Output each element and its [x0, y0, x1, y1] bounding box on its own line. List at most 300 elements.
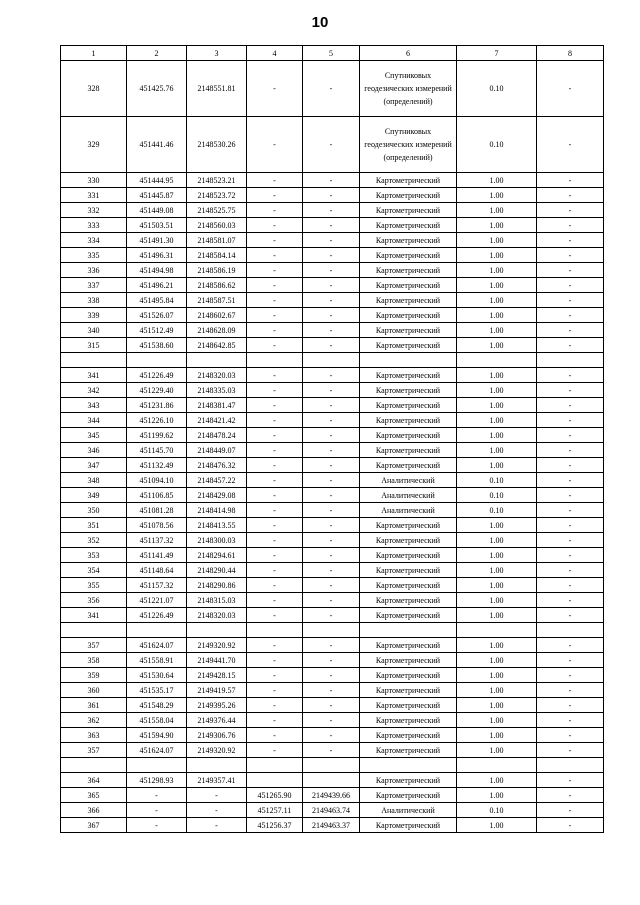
- accuracy-cell: 0.10: [457, 117, 537, 173]
- table-row: [61, 788, 604, 803]
- accuracy-cell: 7: [457, 46, 537, 61]
- accuracy-cell: 1.00: [457, 713, 537, 728]
- x-coordinate-cell: 451496.31: [127, 248, 187, 263]
- y-coordinate-cell: 2148478.24: [187, 428, 247, 443]
- note-cell: -: [537, 578, 604, 593]
- y-prev-cell: -: [303, 323, 360, 338]
- table-row: [61, 548, 604, 563]
- y-prev-cell: 2149439.66: [303, 788, 360, 803]
- x-prev-cell: -: [247, 503, 303, 518]
- note-cell: -: [537, 473, 604, 488]
- point-number-cell: [61, 353, 127, 368]
- x-coordinate-cell: 451226.49: [127, 608, 187, 623]
- x-coordinate-cell: 451231.86: [127, 398, 187, 413]
- x-prev-cell: [247, 353, 303, 368]
- method-cell: Картометрический: [360, 533, 457, 548]
- x-prev-cell: -: [247, 368, 303, 383]
- y-coordinate-cell: -: [187, 818, 247, 833]
- x-coordinate-cell: 451535.17: [127, 683, 187, 698]
- y-coordinate-cell: [187, 353, 247, 368]
- accuracy-cell: 0.10: [457, 488, 537, 503]
- point-number-cell: 364: [61, 773, 127, 788]
- x-prev-cell: -: [247, 173, 303, 188]
- point-number-cell: 346: [61, 443, 127, 458]
- accuracy-cell: [457, 623, 537, 638]
- accuracy-cell: 1.00: [457, 383, 537, 398]
- y-prev-cell: [303, 623, 360, 638]
- x-prev-cell: -: [247, 533, 303, 548]
- method-cell: Картометрический: [360, 773, 457, 788]
- method-cell: Картометрический: [360, 233, 457, 248]
- table-row: [61, 458, 604, 473]
- method-cell: Картометрический: [360, 443, 457, 458]
- y-prev-cell: -: [303, 293, 360, 308]
- note-cell: -: [537, 413, 604, 428]
- table-row: [61, 413, 604, 428]
- point-number-cell: [61, 623, 127, 638]
- x-prev-cell: -: [247, 383, 303, 398]
- y-prev-cell: -: [303, 728, 360, 743]
- x-prev-cell: -: [247, 203, 303, 218]
- y-coordinate-cell: 2148294.61: [187, 548, 247, 563]
- point-number-cell: 335: [61, 248, 127, 263]
- y-coordinate-cell: 2149306.76: [187, 728, 247, 743]
- y-prev-cell: -: [303, 218, 360, 233]
- method-cell: Картометрический: [360, 728, 457, 743]
- y-coordinate-cell: 2149441.70: [187, 653, 247, 668]
- y-prev-cell: -: [303, 338, 360, 353]
- accuracy-cell: 1.00: [457, 308, 537, 323]
- accuracy-cell: 1.00: [457, 338, 537, 353]
- accuracy-cell: 1.00: [457, 458, 537, 473]
- x-coordinate-cell: 451530.64: [127, 668, 187, 683]
- table-row: [61, 61, 604, 117]
- y-prev-cell: -: [303, 203, 360, 218]
- method-cell: Картометрический: [360, 428, 457, 443]
- y-coordinate-cell: 2148449.07: [187, 443, 247, 458]
- point-number-cell: 356: [61, 593, 127, 608]
- point-number-cell: 348: [61, 473, 127, 488]
- point-number-cell: 339: [61, 308, 127, 323]
- point-number-cell: 347: [61, 458, 127, 473]
- table-row: [61, 323, 604, 338]
- method-cell: Картометрический: [360, 458, 457, 473]
- note-cell: -: [537, 533, 604, 548]
- note-cell: -: [537, 728, 604, 743]
- header-row: [61, 46, 604, 61]
- accuracy-cell: 1.00: [457, 263, 537, 278]
- note-cell: -: [537, 668, 604, 683]
- note-cell: -: [537, 293, 604, 308]
- accuracy-cell: 0.10: [457, 503, 537, 518]
- table-row: [61, 803, 604, 818]
- point-number-cell: 341: [61, 608, 127, 623]
- note-cell: -: [537, 518, 604, 533]
- accuracy-cell: 1.00: [457, 728, 537, 743]
- table-row: [61, 503, 604, 518]
- note-cell: -: [537, 683, 604, 698]
- table-row: [61, 263, 604, 278]
- accuracy-cell: 0.10: [457, 803, 537, 818]
- point-number-cell: 355: [61, 578, 127, 593]
- x-coordinate-cell: 451449.08: [127, 203, 187, 218]
- x-prev-cell: 451256.37: [247, 818, 303, 833]
- method-cell: Картометрический: [360, 653, 457, 668]
- point-number-cell: 342: [61, 383, 127, 398]
- y-prev-cell: -: [303, 563, 360, 578]
- x-coordinate-cell: 451548.29: [127, 698, 187, 713]
- y-prev-cell: -: [303, 173, 360, 188]
- accuracy-cell: 1.00: [457, 788, 537, 803]
- point-number-cell: 340: [61, 323, 127, 338]
- table-row: [61, 713, 604, 728]
- x-prev-cell: -: [247, 458, 303, 473]
- method-cell: 6: [360, 46, 457, 61]
- x-coordinate-cell: 451226.49: [127, 368, 187, 383]
- point-number-cell: 330: [61, 173, 127, 188]
- accuracy-cell: 1.00: [457, 698, 537, 713]
- note-cell: -: [537, 503, 604, 518]
- y-prev-cell: 2149463.37: [303, 818, 360, 833]
- table-row: [61, 398, 604, 413]
- point-number-cell: 360: [61, 683, 127, 698]
- separator-row: [61, 353, 604, 368]
- y-coordinate-cell: 2148628.09: [187, 323, 247, 338]
- point-number-cell: 365: [61, 788, 127, 803]
- accuracy-cell: 1.00: [457, 683, 537, 698]
- y-prev-cell: -: [303, 308, 360, 323]
- note-cell: -: [537, 308, 604, 323]
- x-prev-cell: -: [247, 638, 303, 653]
- y-coordinate-cell: 2148300.03: [187, 533, 247, 548]
- note-cell: -: [537, 458, 604, 473]
- method-cell: Картометрический: [360, 593, 457, 608]
- method-cell: Спутниковых геодезических измерений (определений): [360, 61, 457, 117]
- y-prev-cell: -: [303, 533, 360, 548]
- method-cell: Картометрический: [360, 638, 457, 653]
- y-coordinate-cell: 2148315.03: [187, 593, 247, 608]
- y-prev-cell: -: [303, 593, 360, 608]
- y-prev-cell: -: [303, 413, 360, 428]
- table-row: [61, 638, 604, 653]
- note-cell: -: [537, 398, 604, 413]
- y-coordinate-cell: 2148335.03: [187, 383, 247, 398]
- accuracy-cell: 1.00: [457, 773, 537, 788]
- y-coordinate-cell: 2149320.92: [187, 638, 247, 653]
- x-prev-cell: -: [247, 593, 303, 608]
- note-cell: -: [537, 488, 604, 503]
- y-prev-cell: -: [303, 383, 360, 398]
- x-coordinate-cell: [127, 353, 187, 368]
- method-cell: Картометрический: [360, 203, 457, 218]
- x-coordinate-cell: 451157.32: [127, 578, 187, 593]
- table-row: [61, 683, 604, 698]
- method-cell: [360, 623, 457, 638]
- method-cell: Картометрический: [360, 398, 457, 413]
- x-coordinate-cell: 451094.10: [127, 473, 187, 488]
- accuracy-cell: 1.00: [457, 173, 537, 188]
- method-cell: Картометрический: [360, 668, 457, 683]
- x-coordinate-cell: 451441.46: [127, 117, 187, 173]
- point-number-cell: 362: [61, 713, 127, 728]
- method-cell: Картометрический: [360, 608, 457, 623]
- x-prev-cell: -: [247, 188, 303, 203]
- y-coordinate-cell: 2148381.47: [187, 398, 247, 413]
- y-coordinate-cell: 2148586.19: [187, 263, 247, 278]
- point-number-cell: 333: [61, 218, 127, 233]
- method-cell: Спутниковых геодезических измерений (определений): [360, 117, 457, 173]
- accuracy-cell: 1.00: [457, 593, 537, 608]
- method-cell: Картометрический: [360, 383, 457, 398]
- method-cell: Аналитический: [360, 803, 457, 818]
- accuracy-cell: 1.00: [457, 578, 537, 593]
- x-prev-cell: -: [247, 698, 303, 713]
- accuracy-cell: 1.00: [457, 398, 537, 413]
- y-coordinate-cell: 2148476.32: [187, 458, 247, 473]
- x-coordinate-cell: 451226.10: [127, 413, 187, 428]
- note-cell: -: [537, 248, 604, 263]
- x-prev-cell: [247, 773, 303, 788]
- method-cell: Аналитический: [360, 473, 457, 488]
- point-number-cell: 352: [61, 533, 127, 548]
- y-coordinate-cell: 2148523.72: [187, 188, 247, 203]
- y-prev-cell: -: [303, 188, 360, 203]
- x-prev-cell: -: [247, 713, 303, 728]
- x-prev-cell: -: [247, 308, 303, 323]
- table-row: [61, 773, 604, 788]
- y-coordinate-cell: -: [187, 788, 247, 803]
- accuracy-cell: 1.00: [457, 818, 537, 833]
- y-coordinate-cell: 3: [187, 46, 247, 61]
- x-prev-cell: -: [247, 728, 303, 743]
- y-prev-cell: [303, 773, 360, 788]
- accuracy-cell: 1.00: [457, 563, 537, 578]
- y-prev-cell: -: [303, 668, 360, 683]
- table-row: [61, 443, 604, 458]
- note-cell: -: [537, 698, 604, 713]
- y-prev-cell: -: [303, 578, 360, 593]
- accuracy-cell: 1.00: [457, 218, 537, 233]
- x-coordinate-cell: 451526.07: [127, 308, 187, 323]
- accuracy-cell: 0.10: [457, 473, 537, 488]
- y-prev-cell: -: [303, 278, 360, 293]
- x-prev-cell: -: [247, 218, 303, 233]
- y-prev-cell: -: [303, 61, 360, 117]
- point-number-cell: 345: [61, 428, 127, 443]
- y-prev-cell: -: [303, 398, 360, 413]
- table-row: [61, 668, 604, 683]
- method-cell: Картометрический: [360, 698, 457, 713]
- y-coordinate-cell: 2148429.08: [187, 488, 247, 503]
- method-cell: Картометрический: [360, 338, 457, 353]
- y-prev-cell: [303, 758, 360, 773]
- x-coordinate-cell: 451624.07: [127, 638, 187, 653]
- point-number-cell: 315: [61, 338, 127, 353]
- table-row: [61, 743, 604, 758]
- y-prev-cell: -: [303, 428, 360, 443]
- y-prev-cell: -: [303, 743, 360, 758]
- y-coordinate-cell: 2148523.21: [187, 173, 247, 188]
- coordinates-table: [60, 45, 604, 833]
- x-coordinate-cell: 451137.32: [127, 533, 187, 548]
- method-cell: Картометрический: [360, 683, 457, 698]
- x-coordinate-cell: 2: [127, 46, 187, 61]
- method-cell: Аналитический: [360, 488, 457, 503]
- accuracy-cell: 1.00: [457, 533, 537, 548]
- x-coordinate-cell: 451494.98: [127, 263, 187, 278]
- x-prev-cell: 4: [247, 46, 303, 61]
- method-cell: Аналитический: [360, 503, 457, 518]
- y-prev-cell: -: [303, 653, 360, 668]
- x-prev-cell: -: [247, 323, 303, 338]
- x-prev-cell: -: [247, 743, 303, 758]
- accuracy-cell: 1.00: [457, 368, 537, 383]
- table-row: [61, 653, 604, 668]
- y-prev-cell: -: [303, 503, 360, 518]
- note-cell: -: [537, 743, 604, 758]
- x-coordinate-cell: 451199.62: [127, 428, 187, 443]
- table-row: [61, 117, 604, 173]
- note-cell: 8: [537, 46, 604, 61]
- table-row: [61, 533, 604, 548]
- x-coordinate-cell: 451503.51: [127, 218, 187, 233]
- x-prev-cell: -: [247, 578, 303, 593]
- x-coordinate-cell: 451538.60: [127, 338, 187, 353]
- method-cell: Картометрический: [360, 173, 457, 188]
- y-prev-cell: -: [303, 263, 360, 278]
- accuracy-cell: 1.00: [457, 743, 537, 758]
- note-cell: -: [537, 368, 604, 383]
- y-prev-cell: -: [303, 488, 360, 503]
- x-prev-cell: -: [247, 248, 303, 263]
- y-prev-cell: -: [303, 518, 360, 533]
- method-cell: Картометрический: [360, 578, 457, 593]
- x-coordinate-cell: 451512.49: [127, 323, 187, 338]
- note-cell: -: [537, 593, 604, 608]
- y-coordinate-cell: 2148421.42: [187, 413, 247, 428]
- y-coordinate-cell: 2149428.15: [187, 668, 247, 683]
- method-cell: Картометрический: [360, 788, 457, 803]
- y-coordinate-cell: 2149376.44: [187, 713, 247, 728]
- note-cell: -: [537, 773, 604, 788]
- accuracy-cell: 1.00: [457, 413, 537, 428]
- method-cell: Картометрический: [360, 413, 457, 428]
- x-prev-cell: -: [247, 263, 303, 278]
- x-coordinate-cell: [127, 623, 187, 638]
- table-row: [61, 608, 604, 623]
- note-cell: -: [537, 188, 604, 203]
- page-number: 10: [311, 14, 329, 31]
- method-cell: Картометрический: [360, 563, 457, 578]
- note-cell: -: [537, 638, 604, 653]
- note-cell: -: [537, 117, 604, 173]
- x-coordinate-cell: 451594.90: [127, 728, 187, 743]
- point-number-cell: 329: [61, 117, 127, 173]
- x-coordinate-cell: -: [127, 803, 187, 818]
- x-prev-cell: -: [247, 338, 303, 353]
- note-cell: -: [537, 61, 604, 117]
- y-prev-cell: 5: [303, 46, 360, 61]
- point-number-cell: 334: [61, 233, 127, 248]
- note-cell: -: [537, 338, 604, 353]
- note-cell: [537, 353, 604, 368]
- point-number-cell: 344: [61, 413, 127, 428]
- x-coordinate-cell: 451496.21: [127, 278, 187, 293]
- point-number-cell: 1: [61, 46, 127, 61]
- table-row: [61, 593, 604, 608]
- x-prev-cell: -: [247, 683, 303, 698]
- y-prev-cell: -: [303, 368, 360, 383]
- method-cell: [360, 353, 457, 368]
- accuracy-cell: 1.00: [457, 248, 537, 263]
- x-prev-cell: [247, 758, 303, 773]
- y-coordinate-cell: 2148320.03: [187, 608, 247, 623]
- y-coordinate-cell: [187, 758, 247, 773]
- y-coordinate-cell: 2149357.41: [187, 773, 247, 788]
- y-coordinate-cell: 2148530.26: [187, 117, 247, 173]
- point-number-cell: 357: [61, 638, 127, 653]
- y-coordinate-cell: [187, 623, 247, 638]
- point-number-cell: 361: [61, 698, 127, 713]
- accuracy-cell: 1.00: [457, 443, 537, 458]
- x-coordinate-cell: 451148.64: [127, 563, 187, 578]
- y-prev-cell: -: [303, 548, 360, 563]
- x-coordinate-cell: 451221.07: [127, 593, 187, 608]
- accuracy-cell: 1.00: [457, 638, 537, 653]
- separator-row: [61, 758, 604, 773]
- separator-row: [61, 623, 604, 638]
- table-row: [61, 428, 604, 443]
- accuracy-cell: 1.00: [457, 518, 537, 533]
- y-coordinate-cell: 2148320.03: [187, 368, 247, 383]
- y-prev-cell: -: [303, 473, 360, 488]
- x-prev-cell: -: [247, 117, 303, 173]
- accuracy-cell: 1.00: [457, 668, 537, 683]
- y-coordinate-cell: 2148587.51: [187, 293, 247, 308]
- method-cell: Картометрический: [360, 518, 457, 533]
- x-coordinate-cell: [127, 758, 187, 773]
- table-row: [61, 698, 604, 713]
- table-row: [61, 248, 604, 263]
- point-number-cell: 331: [61, 188, 127, 203]
- x-coordinate-cell: 451558.91: [127, 653, 187, 668]
- table-row: [61, 728, 604, 743]
- point-number-cell: 353: [61, 548, 127, 563]
- y-prev-cell: -: [303, 713, 360, 728]
- x-prev-cell: -: [247, 608, 303, 623]
- accuracy-cell: 1.00: [457, 203, 537, 218]
- y-prev-cell: -: [303, 638, 360, 653]
- table-row: [61, 383, 604, 398]
- table-row: [61, 518, 604, 533]
- x-prev-cell: -: [247, 563, 303, 578]
- x-prev-cell: 451265.90: [247, 788, 303, 803]
- y-prev-cell: -: [303, 443, 360, 458]
- note-cell: -: [537, 788, 604, 803]
- y-coordinate-cell: 2148584.14: [187, 248, 247, 263]
- y-prev-cell: -: [303, 698, 360, 713]
- table-row: [61, 188, 604, 203]
- x-coordinate-cell: -: [127, 818, 187, 833]
- method-cell: Картометрический: [360, 323, 457, 338]
- note-cell: -: [537, 203, 604, 218]
- x-prev-cell: -: [247, 668, 303, 683]
- x-prev-cell: -: [247, 548, 303, 563]
- note-cell: -: [537, 548, 604, 563]
- accuracy-cell: 0.10: [457, 61, 537, 117]
- method-cell: Картометрический: [360, 368, 457, 383]
- y-prev-cell: -: [303, 683, 360, 698]
